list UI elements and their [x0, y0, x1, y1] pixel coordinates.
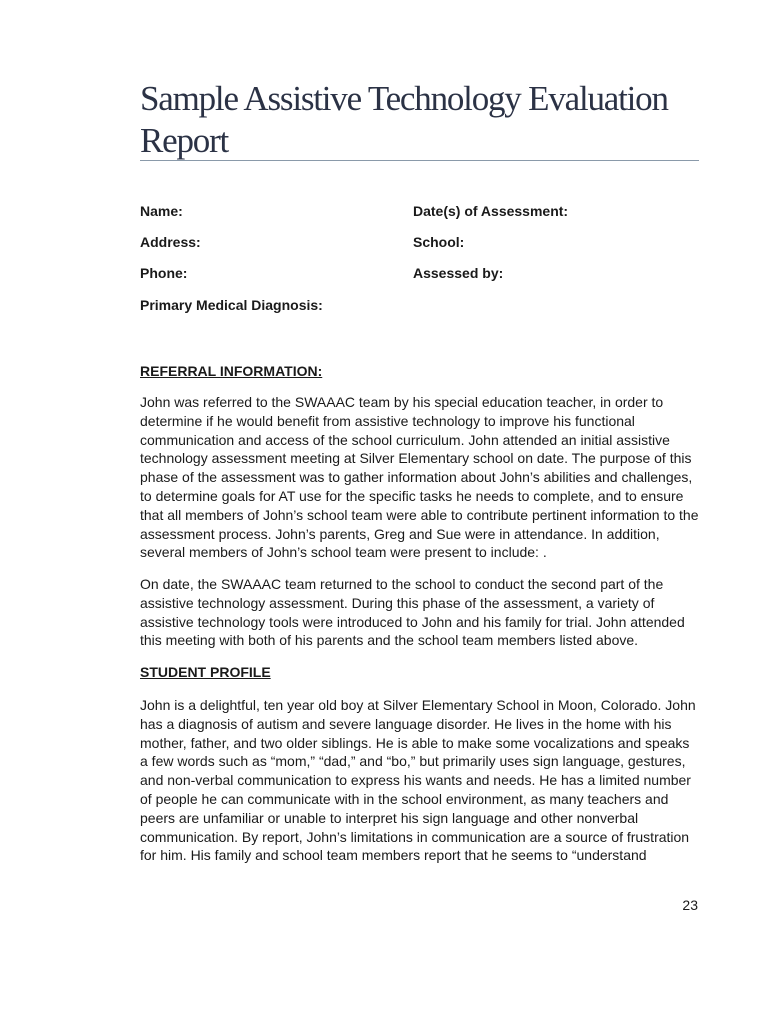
text-line: that all members of John’s school team were able to contribute pertinent information to the	[140, 506, 699, 523]
text-line: phase of the assessment was to gather information about John’s abilities and challenges,	[140, 469, 693, 486]
text-line: assistive technology assessment. During this phase of the assessment, a variety of	[140, 594, 655, 611]
report-title: Sample Assistive Technology Evaluation Report	[140, 79, 668, 160]
text-line: this meeting with both of his parents and the school team members listed above.	[140, 632, 639, 649]
text-line: communication and access of the school curriculum. John attended an initial assistive	[140, 431, 670, 448]
text-line: for him. His family and school team members report that he seems to “understand	[140, 847, 647, 864]
text-line: John is a delightful, ten year old boy at Silver Elementary School in Moon, Colorado. John	[140, 697, 696, 713]
text-line: John was referred to the SWAAAC team by his special education teacher, in order to	[140, 394, 664, 410]
text-line: mother, father, and two older siblings. He is able to make some vocalizations and speaks	[140, 734, 690, 751]
text-line: of people he can communicate with in the school environment, as many teachers and	[140, 790, 669, 807]
title-underline-rule	[140, 160, 699, 161]
referral-paragraph-1	[140, 393, 700, 562]
text-line: several members of John’s school team were present to include: .	[140, 544, 547, 561]
field-phone-label: Phone:	[140, 265, 188, 281]
text-line: On date, the SWAAAC team returned to the school to conduct the second part of the	[140, 576, 664, 592]
referral-information-heading: REFERRAL INFORMATION:	[140, 363, 323, 379]
page-number: 23	[682, 897, 698, 913]
text-line: determine if he would benefit from assistive technology to improve his functional	[140, 412, 635, 429]
referral-paragraph-2	[140, 575, 700, 650]
text-line: has a diagnosis of autism and severe language disorder. He lives in the home with his	[140, 715, 672, 732]
text-line: assistive technology tools were introduced to John and his family for trial. John attended	[140, 613, 685, 630]
field-assessed-by-label: Assessed by:	[413, 265, 504, 281]
text-line: technology assessment meeting at Silver Elementary school on date. The purpose of this	[140, 450, 692, 467]
text-line: peers are unfamiliar or unable to interpret his sign language and other nonverbal	[140, 809, 639, 826]
field-address-label: Address:	[140, 234, 201, 250]
field-name-label: Name:	[140, 203, 183, 219]
student-profile-heading: STUDENT PROFILE	[140, 664, 271, 680]
text-line: to determine goals for AT use for the specific tasks he needs to complete, and to ensure	[140, 487, 684, 504]
text-line: a few words such as “mom,” “dad,” and “bo,” but primarily uses sign language, gestures,	[140, 753, 686, 770]
field-dates-of-assessment-label: Date(s) of Assessment:	[413, 203, 569, 219]
text-line: and non-verbal communication to express his wants and needs. He has a limited number	[140, 772, 691, 789]
text-line: assessment process. John’s parents, Greg and Sue were in attendance. In addition,	[140, 525, 660, 542]
field-school-label: School:	[413, 234, 465, 250]
field-primary-medical-diagnosis-label: Primary Medical Diagnosis:	[140, 297, 323, 313]
text-line: communication. By report, John’s limitations in communication are a source of frustration	[140, 828, 690, 845]
student-profile-paragraph	[140, 696, 700, 865]
